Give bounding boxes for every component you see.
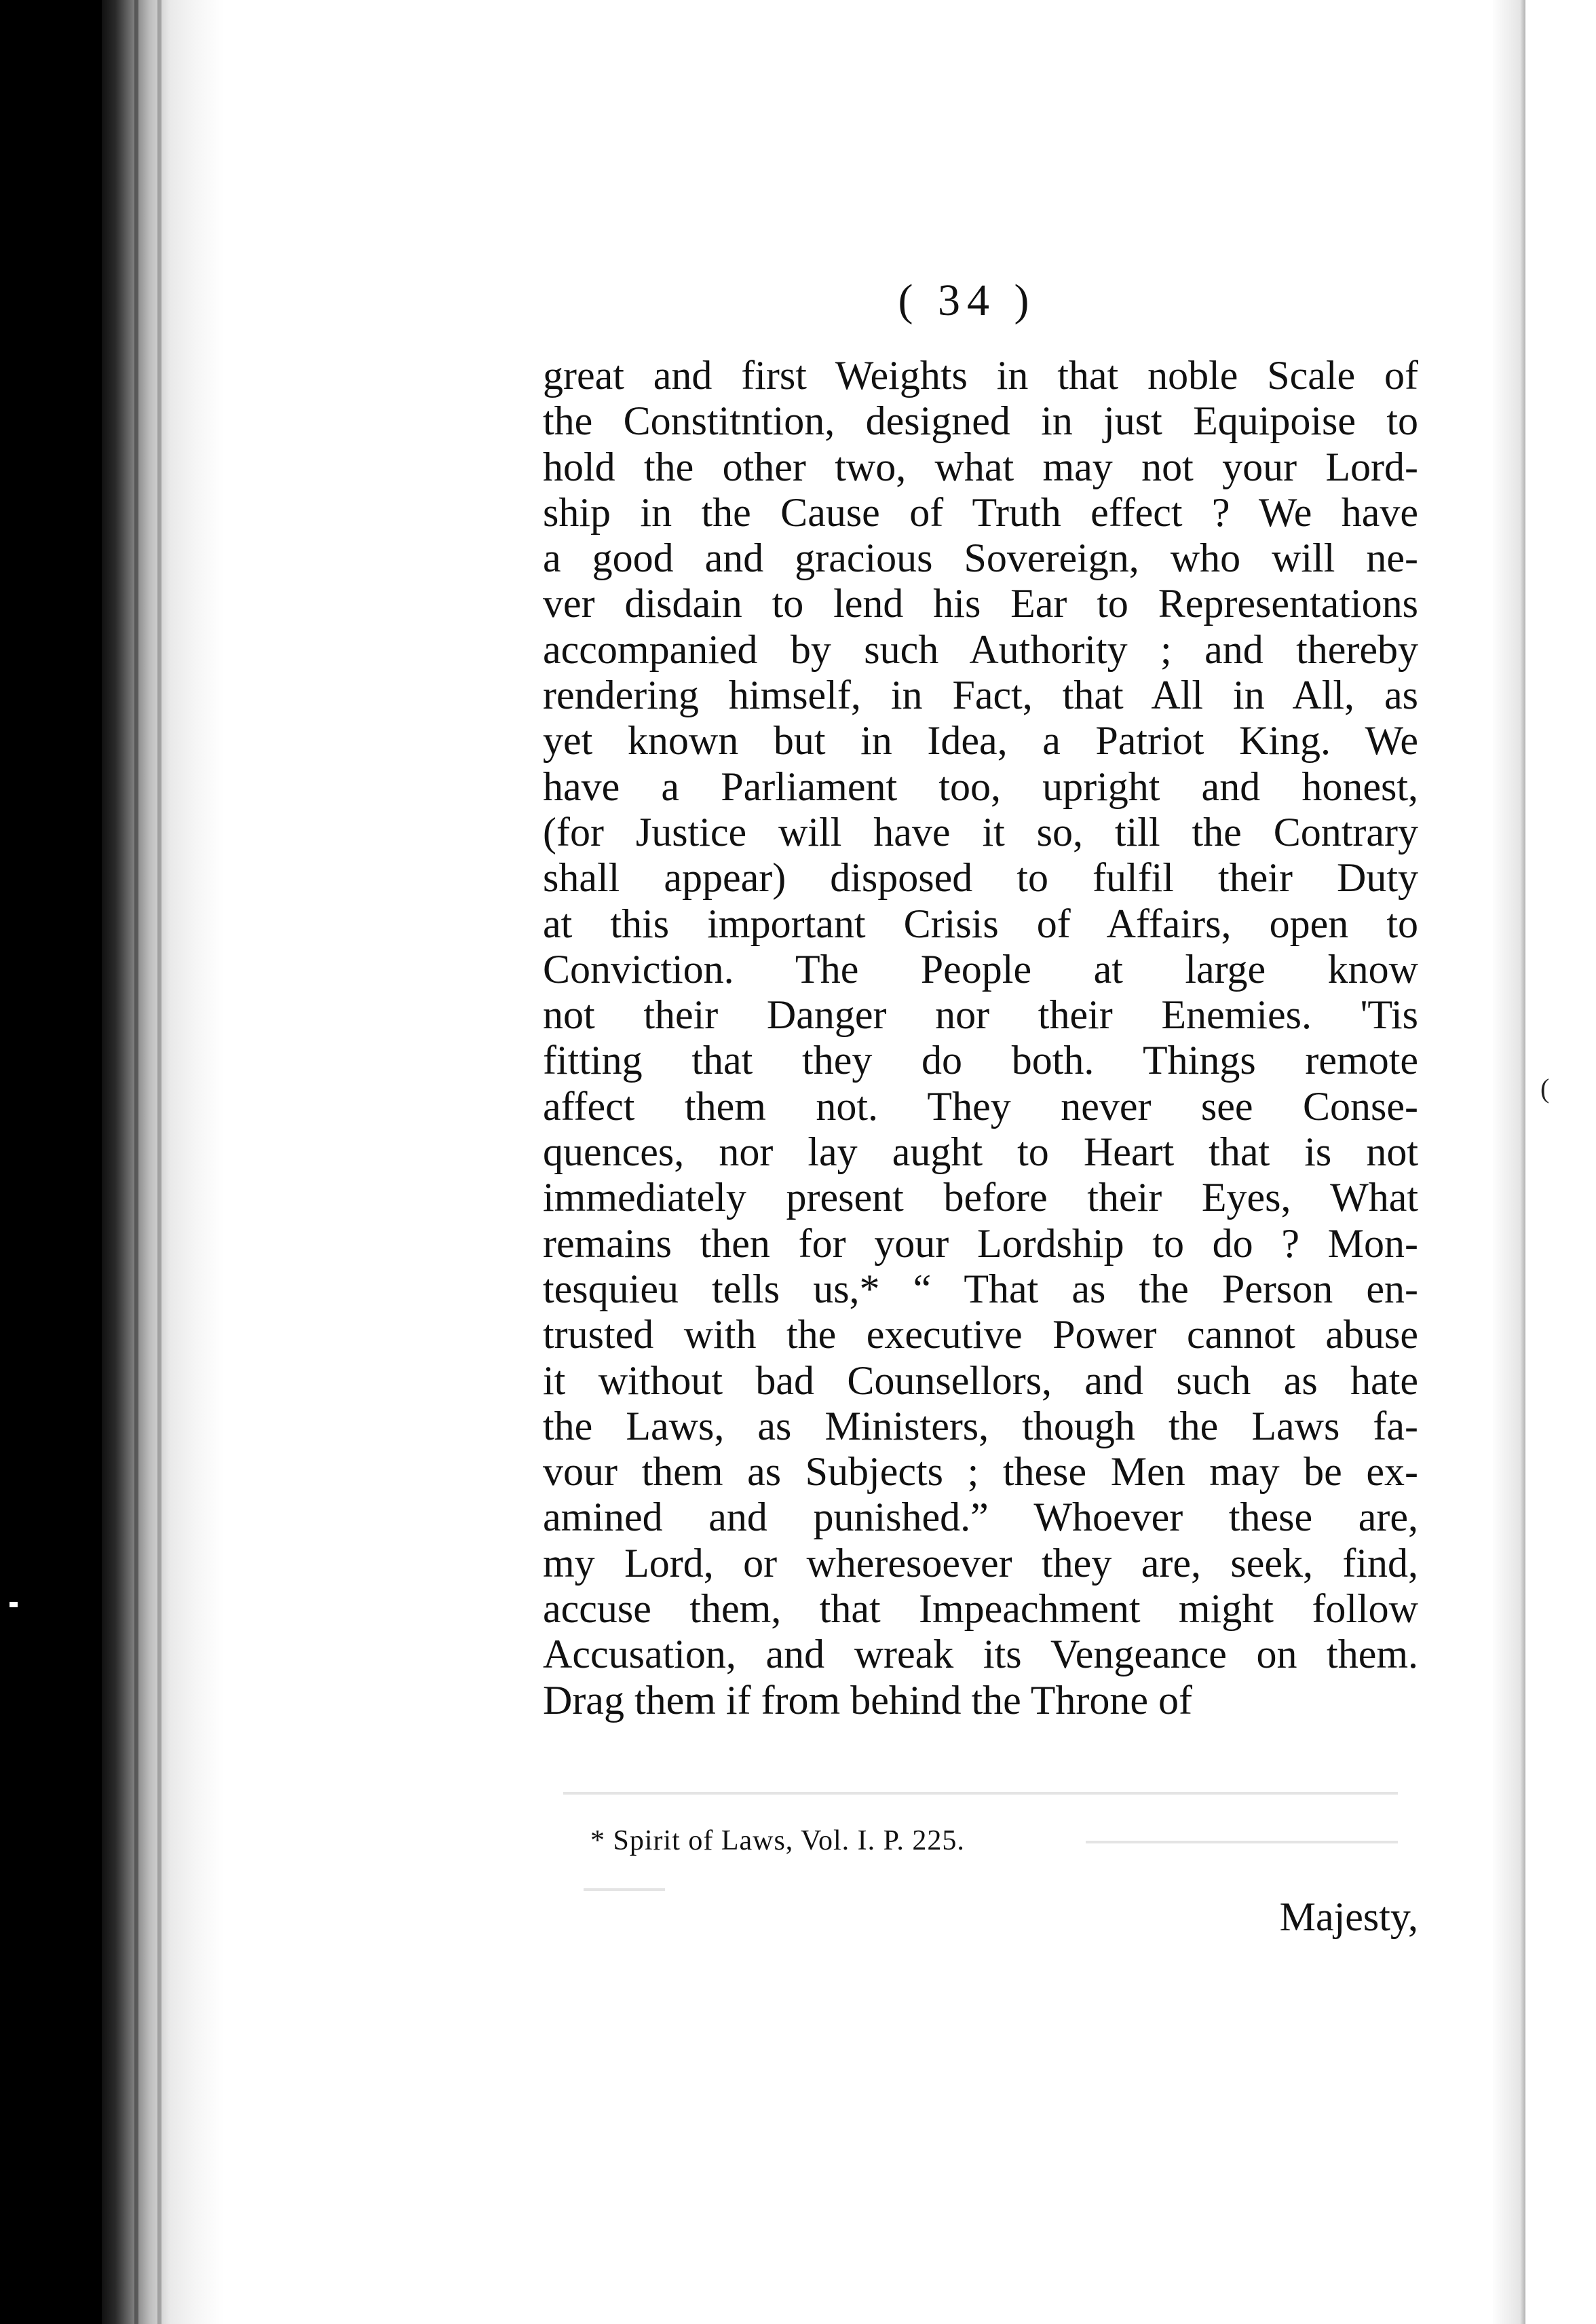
text-line: vour them as Subjects ; these Men may be ex- (543, 1449, 1418, 1495)
text-line: immediately present before their Eyes, What (543, 1175, 1418, 1220)
text-line: hold the other two, what may not your Lord- (543, 444, 1418, 489)
text-line: my Lord, or wheresoever they are, seek, find, (543, 1540, 1418, 1586)
body-text (543, 353, 1418, 1723)
text-line: rendering himself, in Fact, that All in All, as (543, 673, 1418, 718)
text-line: remains then for your Lordship to do ? Mon- (543, 1220, 1418, 1266)
text-line: the Constitntion, designed in just Equipoise to (543, 398, 1418, 444)
margin-mark: ( (1540, 1073, 1550, 1104)
text-line: accompanied by such Authority ; and thereby (543, 626, 1418, 672)
text-line: not their Danger nor their Enemies. 'Tis (543, 992, 1418, 1038)
text-line: (for Justice will have it so, till the Contrary (543, 809, 1418, 855)
show-through-text (584, 1888, 665, 1891)
text-line: at this important Crisis of Affairs, open to (543, 901, 1418, 946)
text-line: quences, nor lay aught to Heart that is not (543, 1129, 1418, 1175)
scan-border-left (0, 0, 102, 2324)
text-line: Drag them if from behind the Throne of (543, 1677, 1192, 1723)
text-line: trusted with the executive Power cannot abuse (543, 1312, 1418, 1357)
text-line: great and first Weights in that noble Scale of (543, 353, 1418, 398)
book-gutter (102, 0, 224, 2324)
text-line: the Laws, as Ministers, though the Laws fa- (543, 1403, 1418, 1448)
gutter-shadow-line (134, 0, 138, 2324)
text-line: ship in the Cause of Truth effect ? We have (543, 489, 1418, 535)
facing-page-edge (1525, 0, 1596, 2324)
text-line: a good and gracious Sovereign, who will ne- (543, 536, 1418, 581)
text-line: shall appear) disposed to fulfil their Duty (543, 855, 1418, 901)
text-line: have a Parliament too, upright and honest, (543, 764, 1418, 809)
page-number: ( 34 ) (898, 276, 1036, 325)
catchword: Majesty, (1279, 1894, 1418, 1939)
text-line: amined and punished.” Whoever these are, (543, 1495, 1418, 1540)
text-line: tesquieu tells us,* “ That as the Person en- (543, 1266, 1418, 1311)
gutter-shadow-line (157, 0, 162, 2324)
text-line: ver disdain to lend his Ear to Representations (543, 581, 1418, 626)
text-line: yet known but in Idea, a Patriot King. We (543, 718, 1418, 764)
text-line: affect them not. They never see Conse- (543, 1083, 1418, 1129)
text-line: accuse them, that Impeachment might follow (543, 1586, 1418, 1632)
text-line: Accusation, and wreak its Vengeance on them. (543, 1632, 1418, 1677)
text-line: it without bad Counsellors, and such as hate (543, 1357, 1418, 1403)
text-line: fitting that they do both. Things remote (543, 1038, 1418, 1083)
scan-speck (10, 1602, 18, 1607)
show-through-text (563, 1792, 1398, 1795)
text-line: Conviction. The People at large know (543, 946, 1418, 992)
footnote: * Spirit of Laws, Vol. I. P. 225. (590, 1825, 965, 1856)
